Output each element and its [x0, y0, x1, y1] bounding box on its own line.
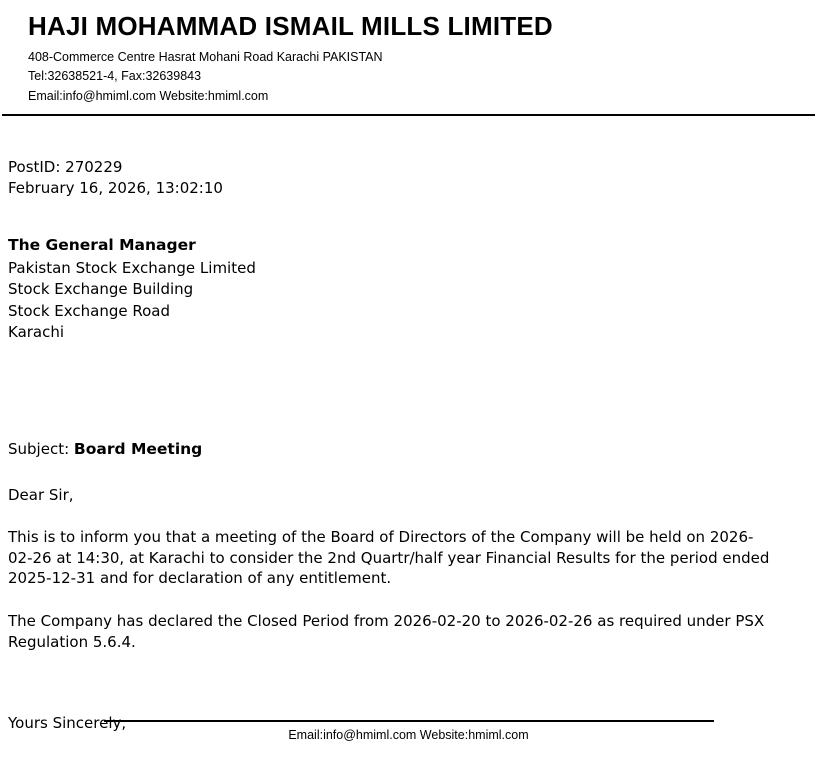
recipient-line-4: Karachi [8, 322, 65, 341]
post-id: PostID: 270229 [8, 158, 123, 177]
footer-contact: Email:info@hmiml.com Website:hmiml.com [288, 728, 529, 742]
company-phone: Tel:32638521-4, Fax:32639843 [28, 69, 202, 84]
body-paragraph-2: The Company has declared the Closed Period from 2026-02-20 to 2026-02-26 as required under PSX Regulation 5.6.4. [8, 612, 765, 651]
company-name: HAJI MOHAMMAD ISMAIL MILLS LIMITED [28, 11, 553, 41]
company-email-website: Email:info@hmiml.com Website:hmiml.com [28, 88, 269, 103]
closing-line: Yours Sincerely, [8, 714, 127, 733]
subject-label: Subject: [8, 439, 70, 458]
recipient-line-1: Pakistan Stock Exchange Limited [8, 259, 256, 278]
company-address: 408-Commerce Centre Hasrat Mohani Road Karachi PAKISTAN [28, 49, 383, 64]
recipient-block [8, 236, 791, 342]
recipient-line-3: Stock Exchange Road [8, 301, 170, 320]
recipient-line-2: Stock Exchange Building [8, 280, 194, 299]
letter-content [0, 158, 817, 734]
subject-block [8, 440, 791, 460]
footer [0, 720, 817, 742]
post-datetime: February 16, 2026, 13:02:10 [8, 179, 223, 198]
letterhead [2, 0, 815, 116]
meta-block [8, 158, 791, 198]
body-paragraph-1: This is to inform you that a meeting of the Board of Directors of the Company will be held on 2026-02-26 at 14:30, at Karachi to consider the 2nd Quartr/half year Financial Results for the period ended 2025-12-31 and for declaration of any entitlement. [8, 527, 770, 588]
salutation: Dear Sir, [8, 485, 74, 504]
subject-value: Board Meeting [73, 439, 203, 458]
recipient-title: The General Manager [8, 236, 196, 255]
footer-divider [104, 720, 714, 722]
